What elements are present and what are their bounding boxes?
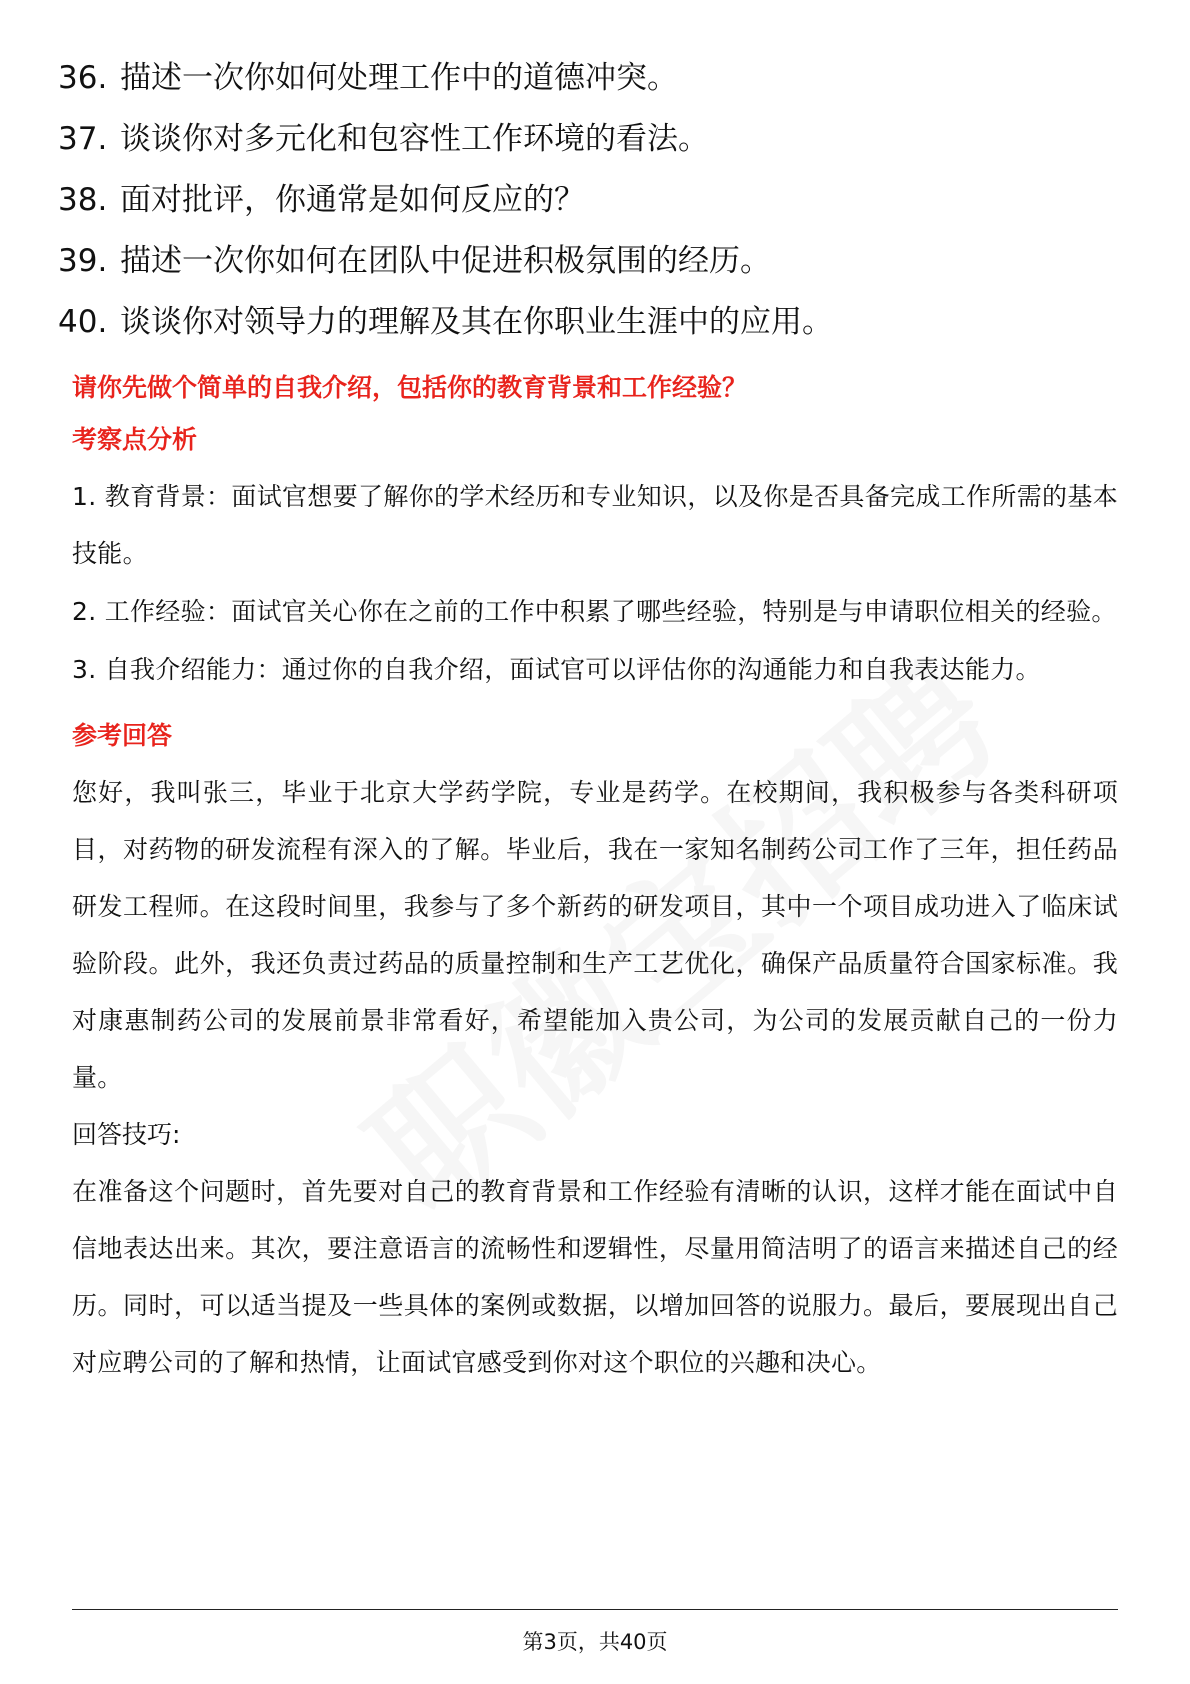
question-item	[58, 170, 1138, 231]
tips-label: 回答技巧:	[72, 1120, 181, 1149]
question-item	[58, 292, 1138, 353]
tips-text: 在准备这个问题时，首先要对自己的教育背景和工作经验有清晰的认识，这样才能在面试中自信地表达出来。其次，要注意语言的流畅性和逻辑性，尽量用简洁明了的语言来描述自己的经历。同时，可以适当提及一些具体的案例或数据，以增加回答的说服力。最后，要展现出自己对应聘公司的了解和热情，让面试官感受到你对这个职位的兴趣和决心。	[72, 1177, 1118, 1377]
question-text: 描述一次你如何处理工作中的道德冲突。	[120, 60, 678, 96]
page-number: 第3页，共40页	[522, 1630, 668, 1654]
analysis-item: 3. 自我介绍能力：通过你的自我介绍，面试官可以评估你的沟通能力和自我表达能力。	[72, 655, 1041, 684]
answer-title: 参考回答	[72, 721, 173, 750]
analysis-list	[72, 468, 1118, 698]
question-item	[58, 48, 1138, 109]
question-number: 40.	[58, 304, 108, 340]
question-list	[58, 48, 1138, 353]
question-text: 描述一次你如何在团队中促进积极氛围的经历。	[120, 243, 771, 279]
question-text: 面对批评，你通常是如何反应的？	[120, 182, 585, 218]
question-text: 谈谈你对领导力的理解及其在你职业生涯中的应用。	[120, 304, 833, 340]
question-item	[58, 231, 1138, 292]
content-column	[72, 368, 1118, 1391]
question-number: 36.	[58, 60, 108, 96]
answer-text: 您好，我叫张三，毕业于北京大学药学院，专业是药学。在校期间，我积极参与各类科研项目，对药物的研发流程有深入的了解。毕业后，我在一家知名制药公司工作了三年，担任药品研发工程师。在这段时间里，我参与了多个新药的研发项目，其中一个项目成功进入了临床试验阶段。此外，我还负责过药品的质量控制和生产工艺优化，确保产品质量符合国家标准。我对康惠制药公司的发展前景非常看好，希望能加入贵公司，为公司的发展贡献自己的一份力量。	[72, 778, 1118, 1092]
analysis-title: 考察点分析	[72, 425, 198, 454]
question-number: 39.	[58, 243, 108, 279]
question-text: 谈谈你对多元化和包容性工作环境的看法。	[120, 121, 709, 157]
question-number: 38.	[58, 182, 108, 218]
question-number: 37.	[58, 121, 108, 157]
analysis-item: 2. 工作经验：面试官关心你在之前的工作中积累了哪些经验，特别是与申请职位相关的经验。	[72, 597, 1117, 626]
question-item	[58, 109, 1138, 170]
analysis-item: 1. 教育背景：面试官想要了解你的学术经历和专业知识，以及你是否具备完成工作所需的基本技能。	[72, 482, 1118, 568]
footer-divider	[72, 1609, 1118, 1610]
main-question-title: 请你先做个简单的自我介绍，包括你的教育背景和工作经验？	[72, 373, 748, 402]
